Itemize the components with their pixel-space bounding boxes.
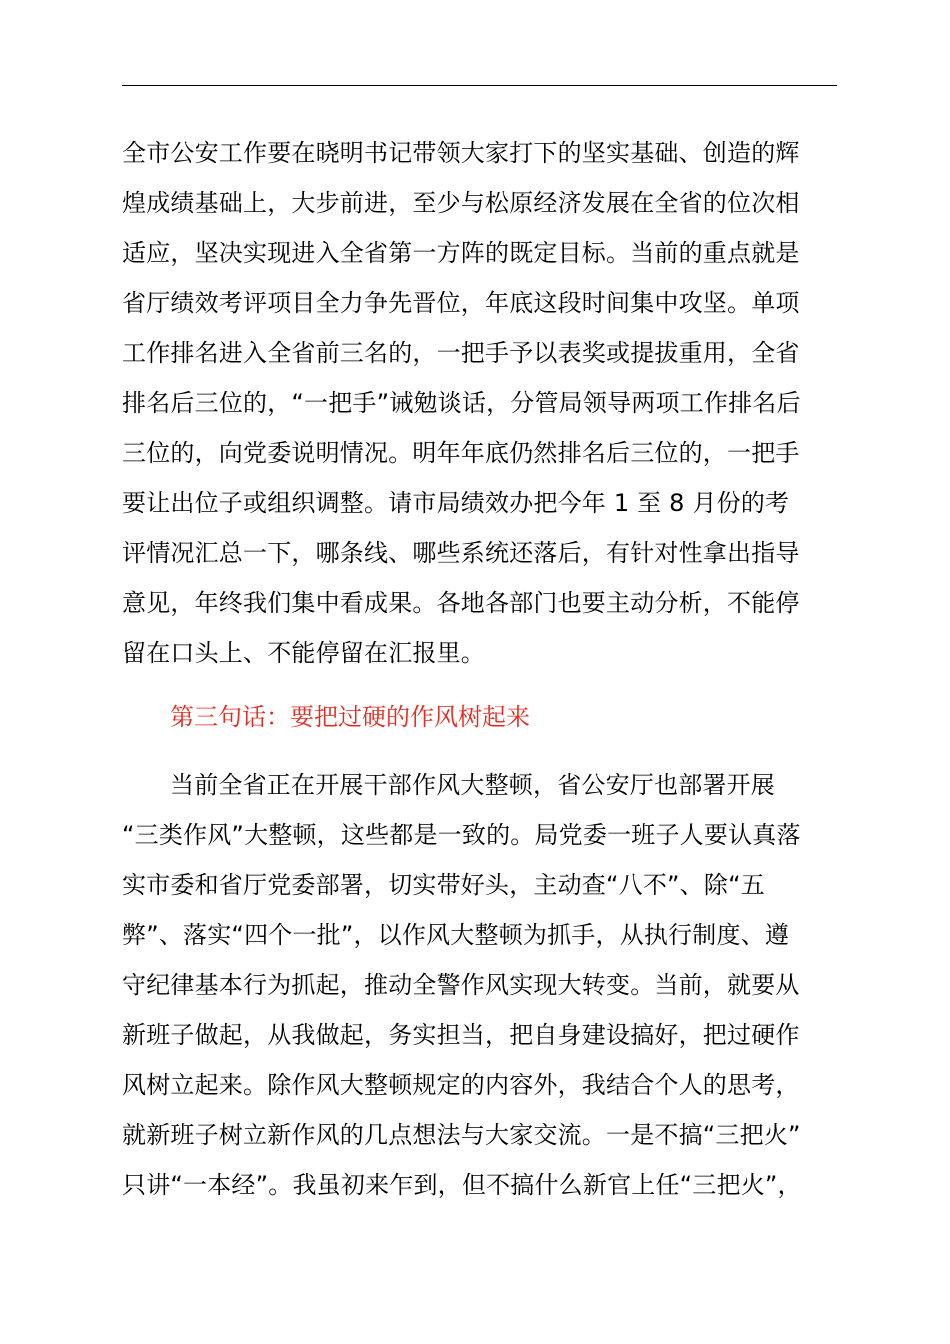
paragraph-line: 留在口头上、不能停留在汇报里。 [122,639,485,667]
paragraph-line: 三位的，向党委说明情况。明年年底仍然排名后三位的，一把手 [122,439,800,467]
paragraph-line: 评情况汇总一下，哪条线、哪些系统还落后，有针对性拿出指导 [122,539,800,567]
paragraph-line: 实市委和省厅党委部署，切实带好头，主动查“八不”、除“五 [122,871,765,899]
paragraph-line: 省厅绩效考评项目全力争先晋位，年底这段时间集中攻坚。单项 [122,289,800,317]
paragraph-line: 意见，年终我们集中看成果。各地各部门也要主动分析，不能停 [122,589,800,617]
paragraph-line: 要让出位子或组织调整。请市局绩效办把今年 1 至 8 月份的考 [122,489,790,517]
paragraph-line: 当前全省正在开展干部作风大整顿，省公安厅也部署开展 [170,771,775,799]
header-rule [122,85,837,86]
paragraph-line: 煌成绩基础上，大步前进，至少与松原经济发展在全省的位次相 [122,189,800,217]
paragraph-line: 工作排名进入全省前三名的，一把手予以表奖或提拔重用，全省 [122,339,800,367]
section-heading: 第三句话：要把过硬的作风树起来 [170,703,530,731]
paragraph-2 [122,760,840,1210]
paragraph-line: 排名后三位的，“一把手”诫勉谈话，分管局领导两项工作排名后 [122,389,801,417]
paragraph-line: 守纪律基本行为抓起，推动全警作风实现大转变。当前，就要从 [122,971,800,999]
body-text [122,128,840,1210]
paragraph-line: “三类作风”大整顿，这些都是一致的。局党委一班子人要认真落 [122,821,801,849]
paragraph-line: 弊”、落实“四个一批”，以作风大整顿为抓手，从执行制度、遵 [122,921,790,949]
paragraph-line: 全市公安工作要在晓明书记带领大家打下的坚实基础、创造的辉 [122,139,800,167]
paragraph-line: 风树立起来。除作风大整顿规定的内容外，我结合个人的思考， [122,1071,800,1099]
paragraph-line: 就新班子树立新作风的几点想法与大家交流。一是不搞“三把火” [122,1121,801,1149]
paragraph-line: 只讲“一本经”。我虽初来乍到，但不搞什么新官上任“三把火”， [122,1171,802,1199]
paragraph-line: 适应，坚决实现进入全省第一方阵的既定目标。当前的重点就是 [122,239,800,267]
paragraph-1 [122,128,840,678]
paragraph-line: 新班子做起，从我做起，务实担当，把自身建设搞好，把过硬作 [122,1021,800,1049]
